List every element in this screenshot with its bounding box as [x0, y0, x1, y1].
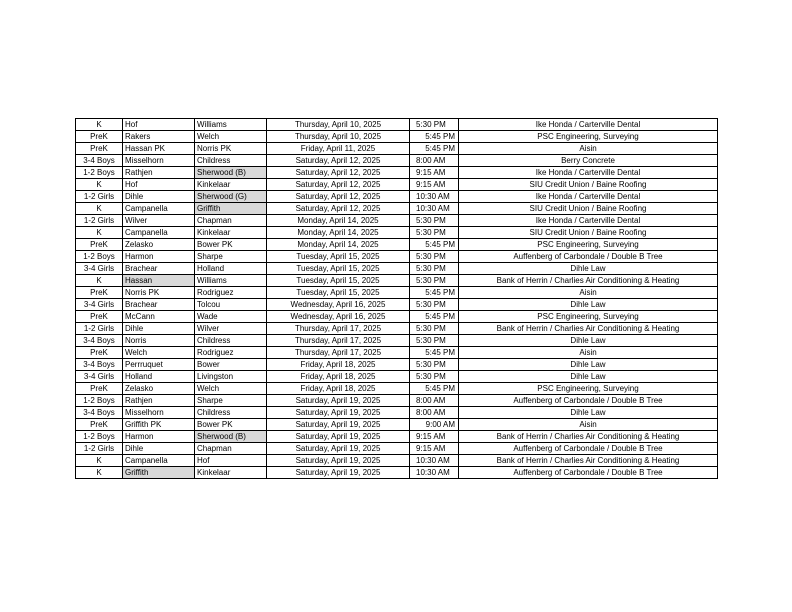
home-team-cell: Dihle — [123, 191, 195, 203]
table-row — [76, 155, 718, 167]
table-row — [76, 467, 718, 479]
sponsor-cell: Auffenberg of Carbondale / Double B Tree — [459, 395, 718, 407]
sponsor-cell: Dihle Law — [459, 407, 718, 419]
table-row — [76, 359, 718, 371]
sponsor-cell: Dihle Law — [459, 359, 718, 371]
table-row — [76, 407, 718, 419]
division-cell: PreK — [76, 287, 123, 299]
home-team-cell: Hof — [123, 119, 195, 131]
sponsor-cell: Aisin — [459, 287, 718, 299]
away-team-cell: Rodriguez — [195, 347, 267, 359]
away-team-cell: Sherwood (G) — [195, 191, 267, 203]
date-cell: Thursday, April 17, 2025 — [267, 347, 410, 359]
sponsor-cell: Auffenberg of Carbondale / Double B Tree — [459, 467, 718, 479]
date-cell: Saturday, April 12, 2025 — [267, 179, 410, 191]
division-cell: PreK — [76, 311, 123, 323]
sponsor-cell: Dihle Law — [459, 299, 718, 311]
table-row — [76, 455, 718, 467]
table-row — [76, 335, 718, 347]
time-cell: 5:45 PM — [410, 143, 459, 155]
date-cell: Saturday, April 12, 2025 — [267, 191, 410, 203]
division-cell: PreK — [76, 131, 123, 143]
time-cell: 5:30 PM — [410, 275, 459, 287]
division-cell: K — [76, 467, 123, 479]
away-team-cell: Livingston — [195, 371, 267, 383]
division-cell: 1-2 Girls — [76, 443, 123, 455]
sponsor-cell: Auffenberg of Carbondale / Double B Tree — [459, 251, 718, 263]
sponsor-cell: PSC Engineering, Surveying — [459, 131, 718, 143]
sponsor-cell: PSC Engineering, Surveying — [459, 311, 718, 323]
division-cell: PreK — [76, 347, 123, 359]
away-team-cell: Bower PK — [195, 239, 267, 251]
division-cell: K — [76, 275, 123, 287]
sponsor-cell: PSC Engineering, Surveying — [459, 239, 718, 251]
away-team-cell: Welch — [195, 131, 267, 143]
away-team-cell: Williams — [195, 119, 267, 131]
date-cell: Tuesday, April 15, 2025 — [267, 287, 410, 299]
sponsor-cell: Dihle Law — [459, 371, 718, 383]
home-team-cell: Zelasko — [123, 383, 195, 395]
time-cell: 10:30 AM — [410, 467, 459, 479]
sponsor-cell: Aisin — [459, 347, 718, 359]
schedule-table — [75, 118, 718, 479]
sponsor-cell: Bank of Herrin / Charlies Air Conditioning & Heating — [459, 275, 718, 287]
away-team-cell: Wilver — [195, 323, 267, 335]
date-cell: Saturday, April 19, 2025 — [267, 431, 410, 443]
date-cell: Wednesday, April 16, 2025 — [267, 311, 410, 323]
home-team-cell: Brachear — [123, 263, 195, 275]
sponsor-cell: PSC Engineering, Surveying — [459, 383, 718, 395]
division-cell: 1-2 Girls — [76, 215, 123, 227]
away-team-cell: Childress — [195, 407, 267, 419]
date-cell: Tuesday, April 15, 2025 — [267, 263, 410, 275]
time-cell: 10:30 AM — [410, 191, 459, 203]
time-cell: 10:30 AM — [410, 203, 459, 215]
date-cell: Thursday, April 17, 2025 — [267, 335, 410, 347]
away-team-cell: Kinkelaar — [195, 467, 267, 479]
sponsor-cell: Aisin — [459, 419, 718, 431]
time-cell: 5:45 PM — [410, 239, 459, 251]
date-cell: Tuesday, April 15, 2025 — [267, 251, 410, 263]
sponsor-cell: Dihle Law — [459, 263, 718, 275]
date-cell: Saturday, April 12, 2025 — [267, 155, 410, 167]
time-cell: 5:30 PM — [410, 323, 459, 335]
date-cell: Monday, April 14, 2025 — [267, 227, 410, 239]
table-row — [76, 131, 718, 143]
sponsor-cell: SIU Credit Union / Baine Roofing — [459, 203, 718, 215]
away-team-cell: Childress — [195, 155, 267, 167]
table-row — [76, 179, 718, 191]
home-team-cell: Rakers — [123, 131, 195, 143]
date-cell: Saturday, April 12, 2025 — [267, 167, 410, 179]
home-team-cell: Zelasko — [123, 239, 195, 251]
home-team-cell: Rathjen — [123, 167, 195, 179]
date-cell: Saturday, April 19, 2025 — [267, 455, 410, 467]
away-team-cell: Childress — [195, 335, 267, 347]
home-team-cell: Campanella — [123, 455, 195, 467]
division-cell: PreK — [76, 143, 123, 155]
date-cell: Thursday, April 10, 2025 — [267, 131, 410, 143]
home-team-cell: Dihle — [123, 443, 195, 455]
home-team-cell: Rathjen — [123, 395, 195, 407]
table-row — [76, 431, 718, 443]
table-row — [76, 383, 718, 395]
date-cell: Saturday, April 19, 2025 — [267, 443, 410, 455]
away-team-cell: Sharpe — [195, 251, 267, 263]
table-row — [76, 263, 718, 275]
home-team-cell: Misselhorn — [123, 407, 195, 419]
table-row — [76, 419, 718, 431]
home-team-cell: Campanella — [123, 203, 195, 215]
sponsor-cell: Bank of Herrin / Charlies Air Conditioning & Heating — [459, 431, 718, 443]
division-cell: PreK — [76, 383, 123, 395]
table-row — [76, 143, 718, 155]
time-cell: 9:15 AM — [410, 431, 459, 443]
sponsor-cell: Ike Honda / Carterville Dental — [459, 191, 718, 203]
division-cell: PreK — [76, 419, 123, 431]
sponsor-cell: Ike Honda / Carterville Dental — [459, 119, 718, 131]
division-cell: 1-2 Boys — [76, 395, 123, 407]
home-team-cell: Hassan PK — [123, 143, 195, 155]
table-row — [76, 191, 718, 203]
table-row — [76, 395, 718, 407]
time-cell: 5:30 PM — [410, 227, 459, 239]
home-team-cell: Dihle — [123, 323, 195, 335]
home-team-cell: Hassan — [123, 275, 195, 287]
table-row — [76, 215, 718, 227]
table-row — [76, 371, 718, 383]
date-cell: Thursday, April 10, 2025 — [267, 119, 410, 131]
time-cell: 5:30 PM — [410, 263, 459, 275]
schedule-body — [76, 119, 718, 479]
table-row — [76, 443, 718, 455]
time-cell: 5:30 PM — [410, 371, 459, 383]
sponsor-cell: SIU Credit Union / Baine Roofing — [459, 227, 718, 239]
time-cell: 5:45 PM — [410, 383, 459, 395]
home-team-cell: Campanella — [123, 227, 195, 239]
date-cell: Saturday, April 19, 2025 — [267, 407, 410, 419]
sponsor-cell: Auffenberg of Carbondale / Double B Tree — [459, 443, 718, 455]
sponsor-cell: Berry Concrete — [459, 155, 718, 167]
table-row — [76, 203, 718, 215]
division-cell: 1-2 Boys — [76, 167, 123, 179]
date-cell: Tuesday, April 15, 2025 — [267, 275, 410, 287]
away-team-cell: Kinkelaar — [195, 227, 267, 239]
sponsor-cell: Bank of Herrin / Charlies Air Conditioning & Heating — [459, 455, 718, 467]
away-team-cell: Williams — [195, 275, 267, 287]
sponsor-cell: Aisin — [459, 143, 718, 155]
date-cell: Monday, April 14, 2025 — [267, 239, 410, 251]
date-cell: Saturday, April 12, 2025 — [267, 203, 410, 215]
division-cell: 3-4 Boys — [76, 407, 123, 419]
time-cell: 5:30 PM — [410, 335, 459, 347]
table-row — [76, 275, 718, 287]
away-team-cell: Kinkelaar — [195, 179, 267, 191]
home-team-cell: Harmon — [123, 431, 195, 443]
away-team-cell: Norris PK — [195, 143, 267, 155]
division-cell: 3-4 Boys — [76, 335, 123, 347]
division-cell: K — [76, 455, 123, 467]
division-cell: PreK — [76, 239, 123, 251]
table-row — [76, 167, 718, 179]
away-team-cell: Sherwood (B) — [195, 431, 267, 443]
time-cell: 9:15 AM — [410, 179, 459, 191]
home-team-cell: Hof — [123, 179, 195, 191]
home-team-cell: Griffith PK — [123, 419, 195, 431]
table-row — [76, 323, 718, 335]
table-row — [76, 227, 718, 239]
date-cell: Friday, April 18, 2025 — [267, 383, 410, 395]
time-cell: 8:00 AM — [410, 395, 459, 407]
table-row — [76, 299, 718, 311]
time-cell: 5:30 PM — [410, 299, 459, 311]
date-cell: Friday, April 11, 2025 — [267, 143, 410, 155]
home-team-cell: Holland — [123, 371, 195, 383]
division-cell: 1-2 Boys — [76, 251, 123, 263]
away-team-cell: Tolcou — [195, 299, 267, 311]
time-cell: 5:30 PM — [410, 119, 459, 131]
home-team-cell: Misselhorn — [123, 155, 195, 167]
division-cell: K — [76, 227, 123, 239]
home-team-cell: Perrruquet — [123, 359, 195, 371]
table-row — [76, 287, 718, 299]
time-cell: 8:00 AM — [410, 407, 459, 419]
home-team-cell: Wilver — [123, 215, 195, 227]
home-team-cell: Harmon — [123, 251, 195, 263]
away-team-cell: Sherwood (B) — [195, 167, 267, 179]
home-team-cell: Norris PK — [123, 287, 195, 299]
home-team-cell: Welch — [123, 347, 195, 359]
home-team-cell: Brachear — [123, 299, 195, 311]
sponsor-cell: Bank of Herrin / Charlies Air Conditioning & Heating — [459, 323, 718, 335]
away-team-cell: Sharpe — [195, 395, 267, 407]
table-row — [76, 251, 718, 263]
time-cell: 9:00 AM — [410, 419, 459, 431]
sponsor-cell: Dihle Law — [459, 335, 718, 347]
time-cell: 10:30 AM — [410, 455, 459, 467]
division-cell: 1-2 Girls — [76, 191, 123, 203]
away-team-cell: Rodriguez — [195, 287, 267, 299]
table-row — [76, 239, 718, 251]
date-cell: Saturday, April 19, 2025 — [267, 419, 410, 431]
away-team-cell: Bower PK — [195, 419, 267, 431]
away-team-cell: Hof — [195, 455, 267, 467]
home-team-cell: Norris — [123, 335, 195, 347]
division-cell: 3-4 Girls — [76, 371, 123, 383]
away-team-cell: Chapman — [195, 215, 267, 227]
division-cell: 3-4 Boys — [76, 155, 123, 167]
date-cell: Monday, April 14, 2025 — [267, 215, 410, 227]
division-cell: 1-2 Boys — [76, 431, 123, 443]
table-row — [76, 119, 718, 131]
table-row — [76, 347, 718, 359]
division-cell: K — [76, 119, 123, 131]
time-cell: 9:15 AM — [410, 443, 459, 455]
division-cell: 1-2 Girls — [76, 323, 123, 335]
away-team-cell: Chapman — [195, 443, 267, 455]
time-cell: 5:45 PM — [410, 131, 459, 143]
away-team-cell: Griffith — [195, 203, 267, 215]
away-team-cell: Bower — [195, 359, 267, 371]
time-cell: 9:15 AM — [410, 167, 459, 179]
sponsor-cell: Ike Honda / Carterville Dental — [459, 167, 718, 179]
time-cell: 5:30 PM — [410, 215, 459, 227]
time-cell: 5:45 PM — [410, 287, 459, 299]
time-cell: 5:45 PM — [410, 311, 459, 323]
date-cell: Saturday, April 19, 2025 — [267, 395, 410, 407]
division-cell: K — [76, 179, 123, 191]
division-cell: 3-4 Girls — [76, 263, 123, 275]
away-team-cell: Wade — [195, 311, 267, 323]
division-cell: 3-4 Girls — [76, 299, 123, 311]
date-cell: Friday, April 18, 2025 — [267, 359, 410, 371]
sponsor-cell: SIU Credit Union / Baine Roofing — [459, 179, 718, 191]
home-team-cell: Griffith — [123, 467, 195, 479]
time-cell: 8:00 AM — [410, 155, 459, 167]
division-cell: 3-4 Boys — [76, 359, 123, 371]
date-cell: Wednesday, April 16, 2025 — [267, 299, 410, 311]
time-cell: 5:45 PM — [410, 347, 459, 359]
date-cell: Thursday, April 17, 2025 — [267, 323, 410, 335]
date-cell: Friday, April 18, 2025 — [267, 371, 410, 383]
away-team-cell: Holland — [195, 263, 267, 275]
sponsor-cell: Ike Honda / Carterville Dental — [459, 215, 718, 227]
division-cell: K — [76, 203, 123, 215]
date-cell: Saturday, April 19, 2025 — [267, 467, 410, 479]
time-cell: 5:30 PM — [410, 251, 459, 263]
home-team-cell: McCann — [123, 311, 195, 323]
away-team-cell: Welch — [195, 383, 267, 395]
table-row — [76, 311, 718, 323]
time-cell: 5:30 PM — [410, 359, 459, 371]
